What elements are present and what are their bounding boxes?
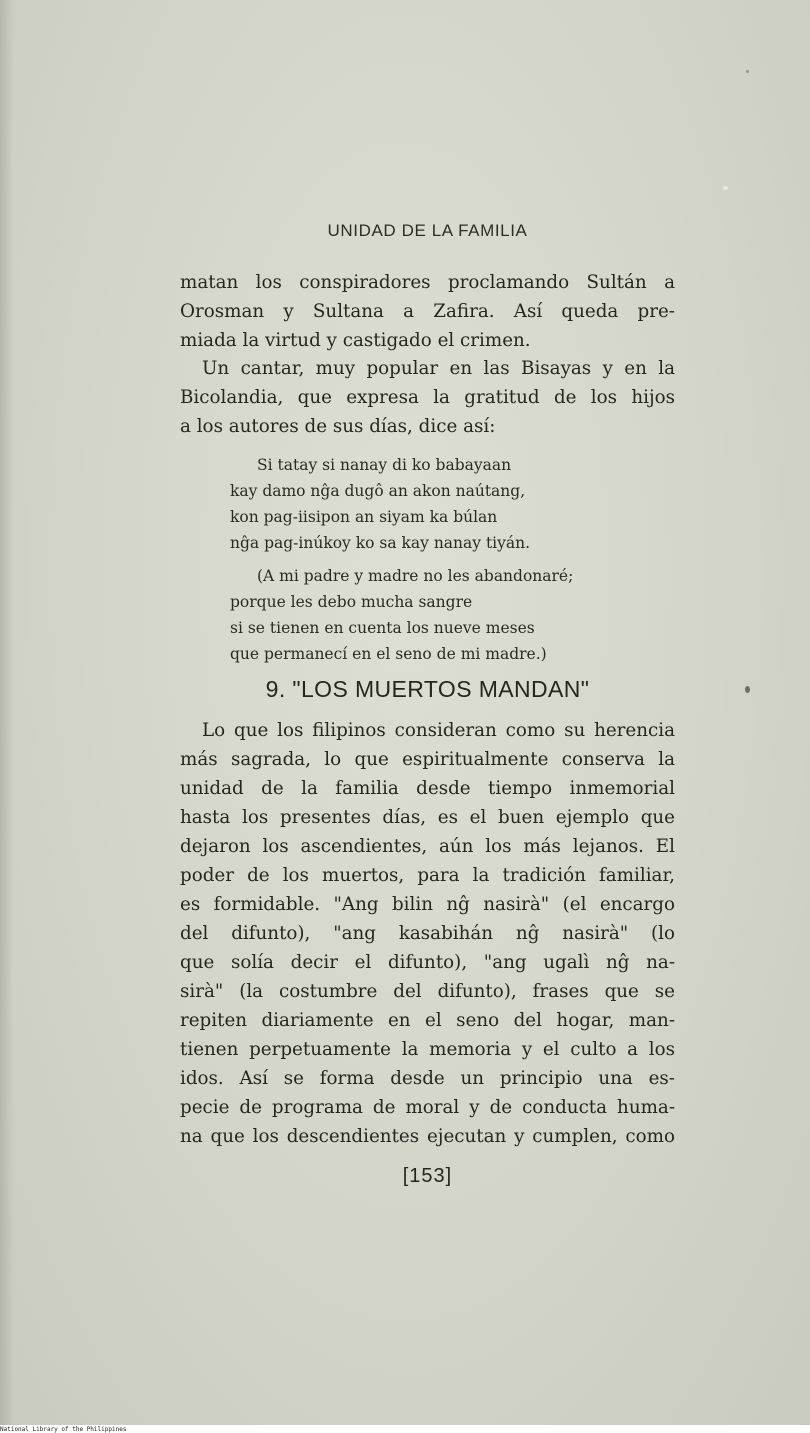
text-line: unidad de la familia desde tiempo inmemorial bbox=[180, 778, 675, 799]
verse-line: si se tienen en cuenta los nueve meses bbox=[230, 619, 535, 637]
text-line: matan los conspiradores proclamando Sultán a bbox=[180, 272, 675, 293]
text-line: hasta los presentes días, es el buen ejemplo que bbox=[180, 807, 675, 828]
paragraph-cantar-intro bbox=[180, 354, 675, 441]
text-line: miada la virtud y castigado el crimen. bbox=[180, 330, 531, 351]
text-line: poder de los muertos, para la tradición familiar, bbox=[180, 865, 675, 886]
verse-line: que permanecí en el seno de mi madre.) bbox=[230, 645, 547, 663]
verse-line: kon pag-iisipon an siyam ka búlan bbox=[230, 508, 498, 526]
text-line: na que los descendientes ejecutan y cumplen, como bbox=[180, 1126, 675, 1147]
verse-line: nĝa pag-inúkoy ko sa kay nanay tiyán. bbox=[230, 534, 531, 552]
text-line: repiten diariamente en el seno del hogar, man- bbox=[180, 1010, 675, 1031]
text-line: Orosman y Sultana a Zafira. Así queda pre- bbox=[180, 301, 675, 322]
text-line: Lo que los filipinos consideran como su herencia bbox=[202, 720, 675, 741]
paragraph-continuation bbox=[180, 268, 675, 355]
text-line: a los autores de sus días, dice así: bbox=[180, 416, 496, 437]
text-line: que solía decir el difunto), "ang ugalì nĝ na- bbox=[180, 952, 675, 973]
text-line: idos. Así se forma desde un principio una es- bbox=[180, 1068, 675, 1089]
text-line: Bicolandia, que expresa la gratitud de los hijos bbox=[180, 387, 675, 408]
text-line: dejaron los ascendientes, aún los más lejanos. El bbox=[180, 836, 675, 857]
text-line: sirà" (la costumbre del difunto), frases que se bbox=[180, 981, 675, 1002]
paper-speck bbox=[723, 186, 728, 190]
paper-speck bbox=[746, 70, 749, 73]
verse-original bbox=[230, 452, 650, 556]
running-head: UNIDAD DE LA FAMILIA bbox=[327, 221, 528, 240]
text-line: pecie de programa de moral y de conducta huma- bbox=[180, 1097, 675, 1118]
text-line: del difunto), "ang kasabihán nĝ nasirà" (lo bbox=[180, 923, 675, 944]
section-heading: 9. "LOS MUERTOS MANDAN" bbox=[265, 676, 590, 702]
text-line: más sagrada, lo que espiritualmente conserva la bbox=[180, 749, 675, 770]
footer-credit: National Library of the Philippines bbox=[0, 1426, 127, 1433]
verse-line: porque les debo mucha sangre bbox=[230, 593, 473, 611]
verse-line: (A mi padre y madre no les abandonaré; bbox=[257, 567, 574, 585]
text-line: es formidable. "Ang bilin nĝ nasirà" (el encargo bbox=[180, 894, 675, 915]
text-line: Un cantar, muy popular en las Bisayas y en la bbox=[202, 358, 675, 379]
verse-translation bbox=[230, 563, 650, 667]
text-line: tienen perpetuamente la memoria y el culto a los bbox=[180, 1039, 675, 1060]
verse-line: kay damo nĝa dugô an akon naútang, bbox=[230, 482, 526, 500]
verse-line: Si tatay si nanay di ko babayaan bbox=[257, 456, 512, 474]
paragraph-los-muertos bbox=[180, 716, 675, 1151]
page-number: [153] bbox=[402, 1165, 453, 1187]
paper-speck bbox=[745, 686, 750, 693]
